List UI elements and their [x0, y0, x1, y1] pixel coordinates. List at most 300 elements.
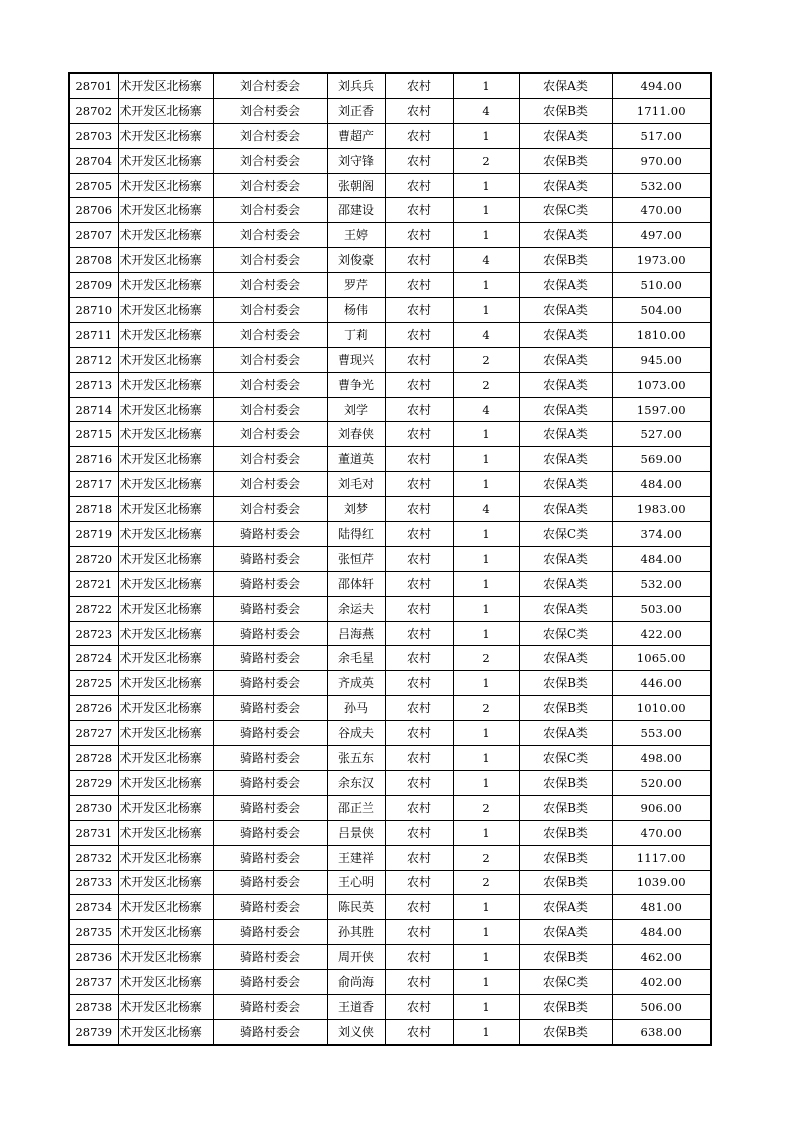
table-row — [69, 422, 711, 447]
serial-cell: 28711 — [69, 322, 118, 347]
category-cell: 农保A类 — [519, 223, 612, 248]
name-cell: 齐成英 — [327, 671, 385, 696]
serial-cell: 28707 — [69, 223, 118, 248]
member-count-cell: 4 — [453, 397, 519, 422]
amount-cell: 520.00 — [612, 770, 711, 795]
name-cell: 张五东 — [327, 746, 385, 771]
category-cell: 农保A类 — [519, 447, 612, 472]
serial-cell: 28713 — [69, 372, 118, 397]
name-cell: 杨伟 — [327, 298, 385, 323]
name-cell: 陆得红 — [327, 522, 385, 547]
member-count-cell: 1 — [453, 298, 519, 323]
table-body — [69, 73, 711, 1045]
category-cell: 农保A类 — [519, 422, 612, 447]
serial-cell: 28716 — [69, 447, 118, 472]
table-row — [69, 173, 711, 198]
district-cell: 术开发区北杨寨 — [118, 123, 213, 148]
committee-cell: 骑路村委会 — [213, 795, 327, 820]
committee-cell: 骑路村委会 — [213, 621, 327, 646]
household-type-cell: 农村 — [385, 497, 453, 522]
district-cell: 术开发区北杨寨 — [118, 298, 213, 323]
member-count-cell: 1 — [453, 422, 519, 447]
category-cell: 农保C类 — [519, 746, 612, 771]
amount-cell: 497.00 — [612, 223, 711, 248]
amount-cell: 494.00 — [612, 73, 711, 98]
committee-cell: 骑路村委会 — [213, 522, 327, 547]
committee-cell: 刘合村委会 — [213, 123, 327, 148]
table-row — [69, 895, 711, 920]
name-cell: 董道英 — [327, 447, 385, 472]
amount-cell: 1010.00 — [612, 696, 711, 721]
member-count-cell: 1 — [453, 73, 519, 98]
committee-cell: 骑路村委会 — [213, 646, 327, 671]
serial-cell: 28708 — [69, 248, 118, 273]
category-cell: 农保B类 — [519, 1019, 612, 1044]
serial-cell: 28701 — [69, 73, 118, 98]
committee-cell: 骑路村委会 — [213, 870, 327, 895]
district-cell: 术开发区北杨寨 — [118, 223, 213, 248]
category-cell: 农保A类 — [519, 895, 612, 920]
category-cell: 农保B类 — [519, 845, 612, 870]
table-row — [69, 621, 711, 646]
district-cell: 术开发区北杨寨 — [118, 970, 213, 995]
table-row — [69, 372, 711, 397]
table-row — [69, 347, 711, 372]
name-cell: 余运夫 — [327, 596, 385, 621]
household-type-cell: 农村 — [385, 994, 453, 1019]
serial-cell: 28722 — [69, 596, 118, 621]
district-cell: 术开发区北杨寨 — [118, 372, 213, 397]
name-cell: 邵建设 — [327, 198, 385, 223]
district-cell: 术开发区北杨寨 — [118, 646, 213, 671]
committee-cell: 刘合村委会 — [213, 397, 327, 422]
amount-cell: 517.00 — [612, 123, 711, 148]
amount-cell: 504.00 — [612, 298, 711, 323]
member-count-cell: 2 — [453, 646, 519, 671]
household-type-cell: 农村 — [385, 422, 453, 447]
committee-cell: 骑路村委会 — [213, 920, 327, 945]
serial-cell: 28737 — [69, 970, 118, 995]
name-cell: 刘俊豪 — [327, 248, 385, 273]
district-cell: 术开发区北杨寨 — [118, 98, 213, 123]
committee-cell: 骑路村委会 — [213, 671, 327, 696]
amount-cell: 945.00 — [612, 347, 711, 372]
name-cell: 刘梦 — [327, 497, 385, 522]
district-cell: 术开发区北杨寨 — [118, 397, 213, 422]
table-row — [69, 472, 711, 497]
committee-cell: 刘合村委会 — [213, 98, 327, 123]
name-cell: 吕海燕 — [327, 621, 385, 646]
amount-cell: 1065.00 — [612, 646, 711, 671]
table-row — [69, 845, 711, 870]
household-type-cell: 农村 — [385, 148, 453, 173]
serial-cell: 28731 — [69, 820, 118, 845]
member-count-cell: 2 — [453, 696, 519, 721]
member-count-cell: 1 — [453, 123, 519, 148]
records-table — [68, 72, 712, 1046]
district-cell: 术开发区北杨寨 — [118, 721, 213, 746]
serial-cell: 28732 — [69, 845, 118, 870]
table-row — [69, 671, 711, 696]
member-count-cell: 4 — [453, 248, 519, 273]
household-type-cell: 农村 — [385, 298, 453, 323]
member-count-cell: 1 — [453, 970, 519, 995]
name-cell: 刘义侠 — [327, 1019, 385, 1044]
category-cell: 农保A类 — [519, 721, 612, 746]
household-type-cell: 农村 — [385, 596, 453, 621]
member-count-cell: 1 — [453, 273, 519, 298]
committee-cell: 刘合村委会 — [213, 73, 327, 98]
table-row — [69, 98, 711, 123]
member-count-cell: 1 — [453, 472, 519, 497]
amount-cell: 1983.00 — [612, 497, 711, 522]
category-cell: 农保A类 — [519, 73, 612, 98]
name-cell: 孙马 — [327, 696, 385, 721]
household-type-cell: 农村 — [385, 621, 453, 646]
serial-cell: 28735 — [69, 920, 118, 945]
serial-cell: 28720 — [69, 546, 118, 571]
amount-cell: 374.00 — [612, 522, 711, 547]
member-count-cell: 1 — [453, 994, 519, 1019]
household-type-cell: 农村 — [385, 472, 453, 497]
household-type-cell: 农村 — [385, 895, 453, 920]
household-type-cell: 农村 — [385, 671, 453, 696]
district-cell: 术开发区北杨寨 — [118, 273, 213, 298]
name-cell: 余东汉 — [327, 770, 385, 795]
district-cell: 术开发区北杨寨 — [118, 895, 213, 920]
serial-cell: 28739 — [69, 1019, 118, 1044]
category-cell: 农保B类 — [519, 148, 612, 173]
amount-cell: 1973.00 — [612, 248, 711, 273]
committee-cell: 骑路村委会 — [213, 546, 327, 571]
amount-cell: 1810.00 — [612, 322, 711, 347]
table-row — [69, 571, 711, 596]
table-row — [69, 198, 711, 223]
name-cell: 王婷 — [327, 223, 385, 248]
table-row — [69, 223, 711, 248]
amount-cell: 970.00 — [612, 148, 711, 173]
member-count-cell: 2 — [453, 148, 519, 173]
amount-cell: 506.00 — [612, 994, 711, 1019]
district-cell: 术开发区北杨寨 — [118, 1019, 213, 1044]
committee-cell: 刘合村委会 — [213, 248, 327, 273]
district-cell: 术开发区北杨寨 — [118, 746, 213, 771]
household-type-cell: 农村 — [385, 248, 453, 273]
amount-cell: 422.00 — [612, 621, 711, 646]
category-cell: 农保C类 — [519, 198, 612, 223]
household-type-cell: 农村 — [385, 397, 453, 422]
name-cell: 张恒芹 — [327, 546, 385, 571]
member-count-cell: 1 — [453, 447, 519, 472]
amount-cell: 638.00 — [612, 1019, 711, 1044]
district-cell: 术开发区北杨寨 — [118, 770, 213, 795]
category-cell: 农保A类 — [519, 920, 612, 945]
category-cell: 农保B类 — [519, 795, 612, 820]
member-count-cell: 1 — [453, 671, 519, 696]
table-row — [69, 497, 711, 522]
name-cell: 周开侠 — [327, 945, 385, 970]
committee-cell: 骑路村委会 — [213, 994, 327, 1019]
serial-cell: 28719 — [69, 522, 118, 547]
household-type-cell: 农村 — [385, 571, 453, 596]
table-row — [69, 646, 711, 671]
category-cell: 农保B类 — [519, 994, 612, 1019]
table-row — [69, 546, 711, 571]
amount-cell: 527.00 — [612, 422, 711, 447]
household-type-cell: 农村 — [385, 920, 453, 945]
amount-cell: 1711.00 — [612, 98, 711, 123]
category-cell: 农保B类 — [519, 248, 612, 273]
district-cell: 术开发区北杨寨 — [118, 322, 213, 347]
name-cell: 邵体轩 — [327, 571, 385, 596]
category-cell: 农保B类 — [519, 870, 612, 895]
committee-cell: 骑路村委会 — [213, 746, 327, 771]
household-type-cell: 农村 — [385, 870, 453, 895]
member-count-cell: 1 — [453, 522, 519, 547]
district-cell: 术开发区北杨寨 — [118, 73, 213, 98]
household-type-cell: 农村 — [385, 522, 453, 547]
serial-cell: 28702 — [69, 98, 118, 123]
table-row — [69, 397, 711, 422]
committee-cell: 骑路村委会 — [213, 770, 327, 795]
amount-cell: 484.00 — [612, 472, 711, 497]
amount-cell: 510.00 — [612, 273, 711, 298]
category-cell: 农保B类 — [519, 770, 612, 795]
member-count-cell: 4 — [453, 98, 519, 123]
amount-cell: 1597.00 — [612, 397, 711, 422]
serial-cell: 28729 — [69, 770, 118, 795]
amount-cell: 503.00 — [612, 596, 711, 621]
committee-cell: 刘合村委会 — [213, 298, 327, 323]
name-cell: 陈民英 — [327, 895, 385, 920]
category-cell: 农保A类 — [519, 596, 612, 621]
district-cell: 术开发区北杨寨 — [118, 596, 213, 621]
household-type-cell: 农村 — [385, 1019, 453, 1044]
district-cell: 术开发区北杨寨 — [118, 148, 213, 173]
committee-cell: 骑路村委会 — [213, 1019, 327, 1044]
name-cell: 谷成夫 — [327, 721, 385, 746]
amount-cell: 1117.00 — [612, 845, 711, 870]
household-type-cell: 农村 — [385, 845, 453, 870]
name-cell: 刘守锋 — [327, 148, 385, 173]
amount-cell: 532.00 — [612, 571, 711, 596]
member-count-cell: 2 — [453, 870, 519, 895]
serial-cell: 28717 — [69, 472, 118, 497]
name-cell: 吕景侠 — [327, 820, 385, 845]
district-cell: 术开发区北杨寨 — [118, 472, 213, 497]
amount-cell: 569.00 — [612, 447, 711, 472]
table-row — [69, 770, 711, 795]
committee-cell: 刘合村委会 — [213, 497, 327, 522]
table-row — [69, 870, 711, 895]
member-count-cell: 1 — [453, 621, 519, 646]
name-cell: 孙其胜 — [327, 920, 385, 945]
household-type-cell: 农村 — [385, 347, 453, 372]
member-count-cell: 2 — [453, 372, 519, 397]
member-count-cell: 1 — [453, 571, 519, 596]
serial-cell: 28710 — [69, 298, 118, 323]
committee-cell: 刘合村委会 — [213, 347, 327, 372]
district-cell: 术开发区北杨寨 — [118, 945, 213, 970]
amount-cell: 1039.00 — [612, 870, 711, 895]
member-count-cell: 4 — [453, 497, 519, 522]
member-count-cell: 2 — [453, 845, 519, 870]
name-cell: 丁莉 — [327, 322, 385, 347]
name-cell: 王建祥 — [327, 845, 385, 870]
table-row — [69, 970, 711, 995]
amount-cell: 446.00 — [612, 671, 711, 696]
table-row — [69, 920, 711, 945]
name-cell: 曹争光 — [327, 372, 385, 397]
member-count-cell: 4 — [453, 322, 519, 347]
name-cell: 王道香 — [327, 994, 385, 1019]
name-cell: 刘正香 — [327, 98, 385, 123]
member-count-cell: 1 — [453, 596, 519, 621]
committee-cell: 骑路村委会 — [213, 945, 327, 970]
committee-cell: 骑路村委会 — [213, 845, 327, 870]
amount-cell: 484.00 — [612, 546, 711, 571]
name-cell: 刘春侠 — [327, 422, 385, 447]
name-cell: 刘毛对 — [327, 472, 385, 497]
table-row — [69, 123, 711, 148]
table-row — [69, 795, 711, 820]
district-cell: 术开发区北杨寨 — [118, 248, 213, 273]
category-cell: 农保A类 — [519, 497, 612, 522]
category-cell: 农保A类 — [519, 173, 612, 198]
category-cell: 农保B类 — [519, 671, 612, 696]
category-cell: 农保B类 — [519, 820, 612, 845]
table-row — [69, 820, 711, 845]
category-cell: 农保A类 — [519, 571, 612, 596]
member-count-cell: 1 — [453, 223, 519, 248]
serial-cell: 28712 — [69, 347, 118, 372]
category-cell: 农保C类 — [519, 522, 612, 547]
amount-cell: 532.00 — [612, 173, 711, 198]
amount-cell: 1073.00 — [612, 372, 711, 397]
serial-cell: 28738 — [69, 994, 118, 1019]
amount-cell: 470.00 — [612, 820, 711, 845]
name-cell: 余毛星 — [327, 646, 385, 671]
serial-cell: 28730 — [69, 795, 118, 820]
table-row — [69, 596, 711, 621]
district-cell: 术开发区北杨寨 — [118, 795, 213, 820]
household-type-cell: 农村 — [385, 646, 453, 671]
household-type-cell: 农村 — [385, 820, 453, 845]
table-row — [69, 447, 711, 472]
category-cell: 农保A类 — [519, 123, 612, 148]
district-cell: 术开发区北杨寨 — [118, 497, 213, 522]
serial-cell: 28734 — [69, 895, 118, 920]
member-count-cell: 1 — [453, 546, 519, 571]
category-cell: 农保C类 — [519, 621, 612, 646]
household-type-cell: 农村 — [385, 372, 453, 397]
table-row — [69, 273, 711, 298]
committee-cell: 刘合村委会 — [213, 198, 327, 223]
category-cell: 农保A类 — [519, 397, 612, 422]
household-type-cell: 农村 — [385, 98, 453, 123]
serial-cell: 28709 — [69, 273, 118, 298]
name-cell: 曹超产 — [327, 123, 385, 148]
household-type-cell: 农村 — [385, 945, 453, 970]
committee-cell: 刘合村委会 — [213, 273, 327, 298]
household-type-cell: 农村 — [385, 721, 453, 746]
member-count-cell: 2 — [453, 795, 519, 820]
serial-cell: 28721 — [69, 571, 118, 596]
category-cell: 农保C类 — [519, 970, 612, 995]
household-type-cell: 农村 — [385, 696, 453, 721]
household-type-cell: 农村 — [385, 546, 453, 571]
member-count-cell: 1 — [453, 173, 519, 198]
table-row — [69, 746, 711, 771]
serial-cell: 28728 — [69, 746, 118, 771]
member-count-cell: 1 — [453, 920, 519, 945]
name-cell: 罗芹 — [327, 273, 385, 298]
district-cell: 术开发区北杨寨 — [118, 994, 213, 1019]
name-cell: 王心明 — [327, 870, 385, 895]
amount-cell: 553.00 — [612, 721, 711, 746]
household-type-cell: 农村 — [385, 223, 453, 248]
amount-cell: 906.00 — [612, 795, 711, 820]
committee-cell: 骑路村委会 — [213, 696, 327, 721]
amount-cell: 484.00 — [612, 920, 711, 945]
member-count-cell: 1 — [453, 820, 519, 845]
household-type-cell: 农村 — [385, 746, 453, 771]
district-cell: 术开发区北杨寨 — [118, 347, 213, 372]
member-count-cell: 1 — [453, 721, 519, 746]
committee-cell: 刘合村委会 — [213, 447, 327, 472]
district-cell: 术开发区北杨寨 — [118, 671, 213, 696]
household-type-cell: 农村 — [385, 73, 453, 98]
amount-cell: 402.00 — [612, 970, 711, 995]
district-cell: 术开发区北杨寨 — [118, 571, 213, 596]
member-count-cell: 1 — [453, 895, 519, 920]
committee-cell: 刘合村委会 — [213, 223, 327, 248]
serial-cell: 28718 — [69, 497, 118, 522]
household-type-cell: 农村 — [385, 447, 453, 472]
household-type-cell: 农村 — [385, 198, 453, 223]
household-type-cell: 农村 — [385, 795, 453, 820]
household-type-cell: 农村 — [385, 322, 453, 347]
name-cell: 曹现兴 — [327, 347, 385, 372]
table-row — [69, 994, 711, 1019]
category-cell: 农保B类 — [519, 696, 612, 721]
category-cell: 农保A类 — [519, 372, 612, 397]
district-cell: 术开发区北杨寨 — [118, 447, 213, 472]
committee-cell: 刘合村委会 — [213, 372, 327, 397]
table-row — [69, 1019, 711, 1044]
committee-cell: 骑路村委会 — [213, 571, 327, 596]
name-cell: 俞尚海 — [327, 970, 385, 995]
category-cell: 农保A类 — [519, 273, 612, 298]
district-cell: 术开发区北杨寨 — [118, 696, 213, 721]
member-count-cell: 1 — [453, 1019, 519, 1044]
category-cell: 农保B类 — [519, 945, 612, 970]
district-cell: 术开发区北杨寨 — [118, 422, 213, 447]
category-cell: 农保A类 — [519, 347, 612, 372]
member-count-cell: 1 — [453, 770, 519, 795]
table-row — [69, 148, 711, 173]
name-cell: 邵正兰 — [327, 795, 385, 820]
household-type-cell: 农村 — [385, 173, 453, 198]
district-cell: 术开发区北杨寨 — [118, 870, 213, 895]
member-count-cell: 1 — [453, 945, 519, 970]
serial-cell: 28714 — [69, 397, 118, 422]
committee-cell: 骑路村委会 — [213, 721, 327, 746]
district-cell: 术开发区北杨寨 — [118, 621, 213, 646]
serial-cell: 28736 — [69, 945, 118, 970]
serial-cell: 28706 — [69, 198, 118, 223]
member-count-cell: 1 — [453, 746, 519, 771]
